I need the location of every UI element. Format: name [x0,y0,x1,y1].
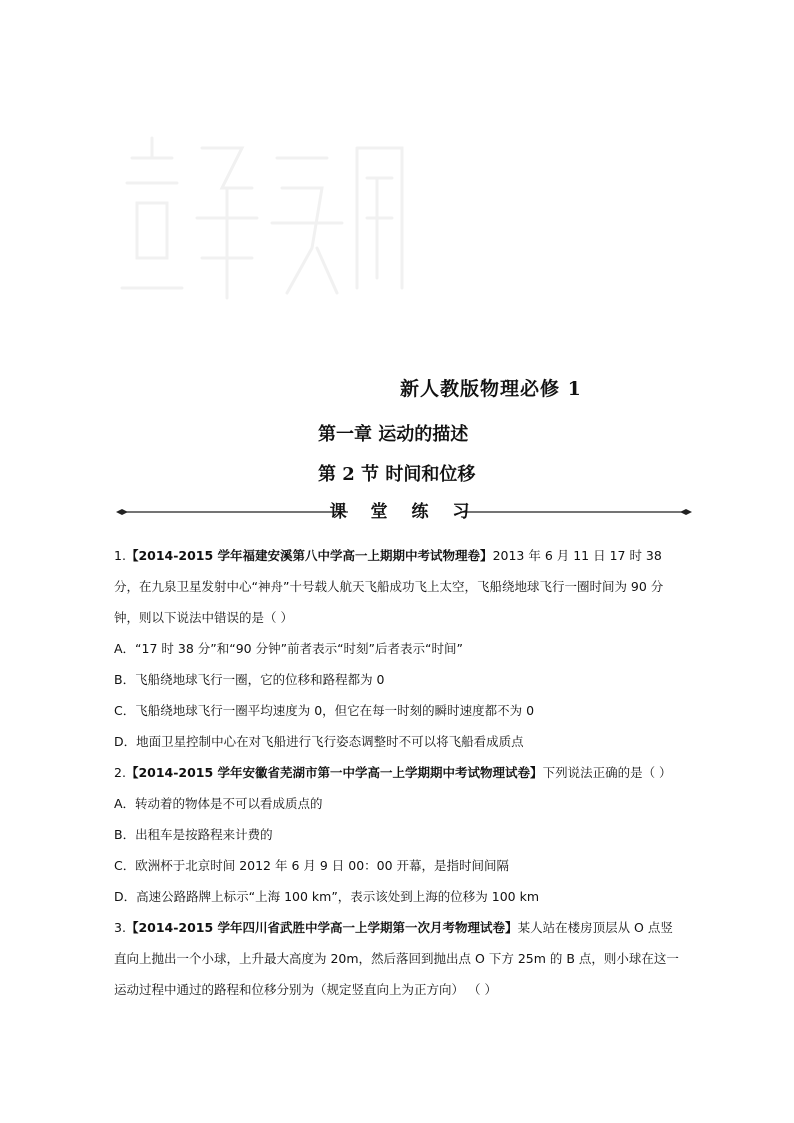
option-c: C．飞船绕地球飞行一圈平均速度为 0，但它在每一时刻的瞬时速度都不为 0 [114,703,535,718]
divider-label: 课 堂 练 习 [329,502,479,522]
chapter-title: 第一章 运动的描述 [318,424,469,445]
question-source: 【2014-2015 学年四川省武胜中学高一上学期第一次月考物理试卷】 [125,920,518,935]
question-text: 2013 年 6 月 11 日 17 时 38 分，在九泉卫星发射中心“神舟”十号载人航天飞船成功飞上太空，飞船绕地球飞行一圈时间为 90 分钟，则以下说法中错误的是（ ） [114,548,664,625]
question-stem [114,757,684,788]
option-a: A．转动着的物体是不可以看成质点的 [114,796,323,811]
option-d: D．地面卫星控制中心在对飞船进行飞行姿态调整时不可以将飞船看成质点 [114,734,524,749]
book-title: 新人教版物理必修 1 [400,378,582,400]
question-text: 下列说法正确的是（ ） [542,765,672,780]
question-1 [114,540,684,757]
question-text: 某人站在楼房顶层从 O 点竖直向上抛出一个小球，上升最大高度为 20m，然后落回到抛出点 O 下方 25m 的 B 点，则小球在这一运动过程中通过的路程和位移分别为（规定竖直向上为正方向） （ ） [114,920,679,997]
section-divider [116,499,692,525]
option-b: B．飞船绕地球飞行一圈，它的位移和路程都为 0 [114,672,385,687]
question-number: 1. [114,548,126,563]
question-source: 【2014-2015 学年福建安溪第八中学高一上期期中考试物理卷】 [125,548,493,563]
watermark-logo [112,128,412,308]
option-a: A．“17 时 38 分”和“90 分钟”前者表示“时刻”后者表示“时间” [114,641,463,656]
question-number: 2. [114,765,126,780]
question-list [114,540,684,1005]
option-d: D．高速公路路牌上标示“上海 100 km”，表示该处到上海的位移为 100 km [114,889,540,904]
option-c: C．欧洲杯于北京时间 2012 年 6 月 9 日 00：00 开幕，是指时间间隔 [114,858,510,873]
question-stem [114,912,684,1005]
question-3 [114,912,684,1005]
question-2 [114,757,684,912]
option-b: B．出租车是按路程来计费的 [114,827,273,842]
question-number: 3. [114,920,126,935]
question-stem [114,540,684,633]
section-title: 第 2 节 时间和位移 [318,464,476,485]
question-source: 【2014-2015 学年安徽省芜湖市第一中学高一上学期期中考试物理试卷】 [125,765,543,780]
